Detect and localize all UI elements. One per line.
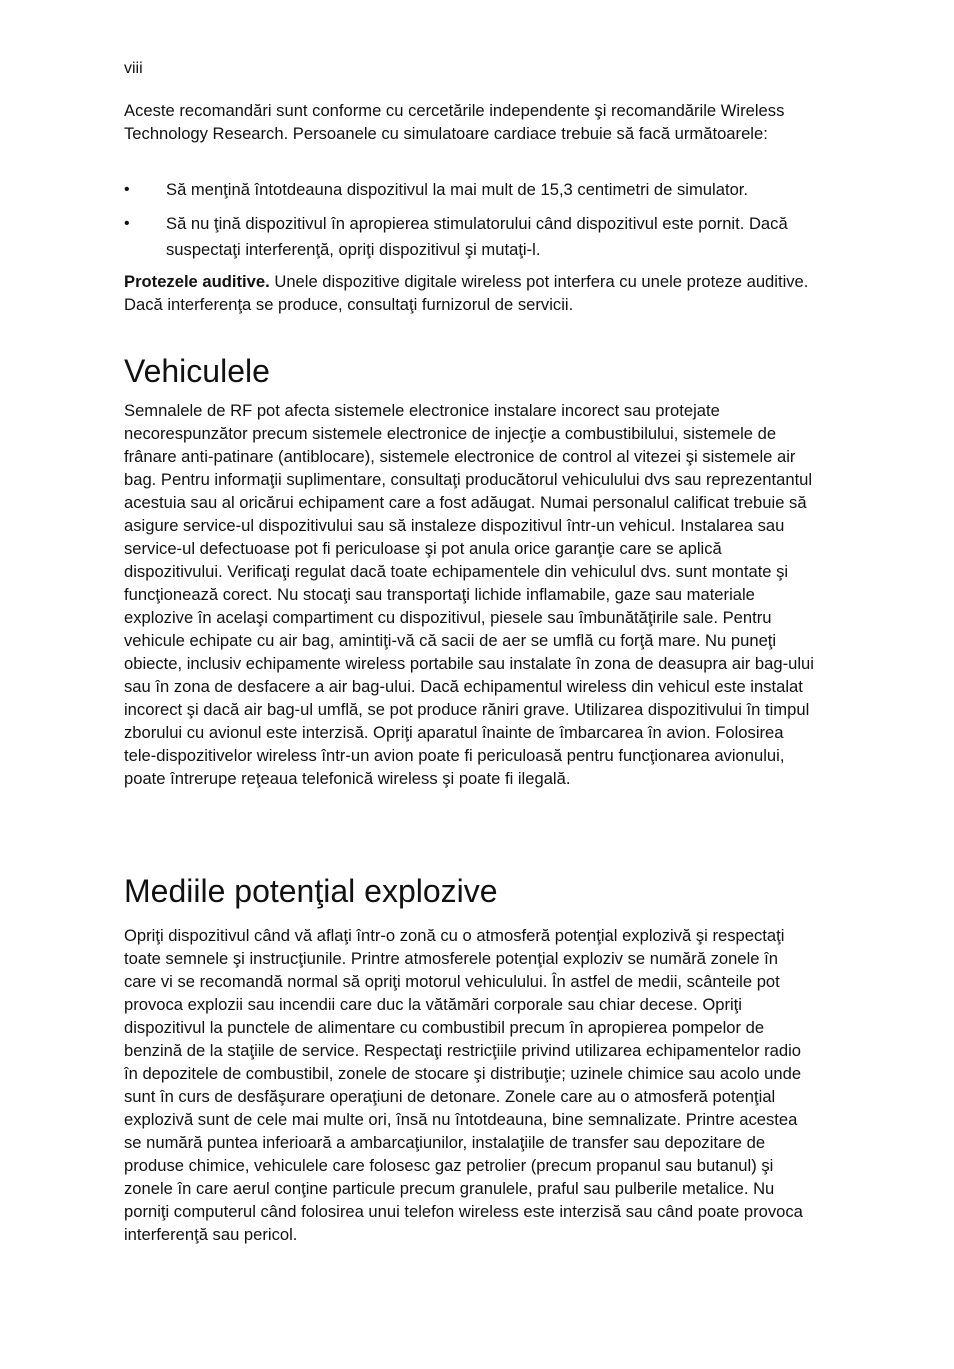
hearing-aids-paragraph xyxy=(124,270,814,316)
page-number: viii xyxy=(124,60,143,77)
explosive-paragraph: Opriţi dispozitivul când vă aflaţi într-o zonă cu o atmosferă potenţial explozivă şi respectaţi toate semnele şi instrucţiunile. Printre atmosferele potenţial exploziv se numără zonele în care vi se recomandă normal să opriţi motorul vehiculului. În astfel de medii, scânteile pot provoca explozii sau incendii care duc la vătămări corporale sau chiar decese. Opriţi dispozitivul la punctele de alimentare cu combustibil precum în apropierea pompelor de benzină de la staţiile de service. Respectaţi restricţiile privind utilizarea echipamentelor radio în depozitele de combustibil, zonele de stocare şi distribuţie; uzinele chimice sau acolo unde sunt în curs de desfăşurare operaţiuni de detonare. Zonele care au o atmosferă potenţial explozivă sunt de cele mai multe ori, însă nu întotdeauna, bine semnalizate. Printre acestea se numără puntea inferioară a ambarcaţiunilor, instalaţiile de transfer sau depozitare de produse chimice, vehiculele care folosesc gaz petrolier (precum propanul sau butanul) şi zonele în care aerul conţine particule precum granulele, praful sau pulberile metalice. Nu porniţi computerul când folosirea unui telefon wireless este interzisă sau când poate provoca interferenţă sau pericol. xyxy=(124,926,803,1244)
list-item-text: Să nu ţină dispozitivul în apropierea stimulatorului când dispozitivul este pornit. Dacă suspectaţi interferenţă, opriţi dispozitivul şi mutaţi-l. xyxy=(166,214,788,259)
intro-paragraph: Aceste recomandări sunt conforme cu cercetările independente şi recomandările Wireless Technology Research. Persoanele cu simulatoare cardiace trebuie să facă următoarele: xyxy=(124,101,785,143)
bullet-icon: • xyxy=(124,215,130,232)
section-title-vehicles: Vehiculele xyxy=(124,353,270,389)
list-item-text: Să menţină întotdeauna dispozitivul la mai mult de 15,3 centimetri de simulator. xyxy=(166,180,749,199)
list-item xyxy=(124,211,814,263)
section-title-explosive: Mediile potenţial explozive xyxy=(124,873,498,909)
list-item xyxy=(124,177,814,203)
vehicles-paragraph: Semnalele de RF pot afecta sistemele electronice instalare incorect sau protejate necorespunzător precum sistemele electronice de injecţie a combustibilului, sistemele de frânare anti-patinare (antiblocare), sistemele electronice de control al vitezei şi sistemele air bag. Pentru informaţii suplimentare, consultaţi producătorul vehiculului dvs sau reprezentantul acestuia sau al oricărui echipament care a fost adăugat. Numai personalul calificat trebuie să asigure service-ul dispozitivului sau să instaleze dispozitivul într-un vehicul. Instalarea sau service-ul defectuoase pot fi periculoase şi pot anula orice garanţie care se aplică dispozitivului. Verificaţi regulat dacă toate echipamentele din vehiculul dvs. sunt montate şi funcţionează corect. Nu stocaţi sau transportaţi lichide inflamabile, gaze sau materiale explozive în acelaşi compartiment cu dispozitivul, piesele sau îmbunătăţirile sale. Pentru vehicule echipate cu air bag, amintiţi-vă că sacii de aer se umflă cu forţă mare. Nu puneţi obiecte, inclusiv echipamente wireless portabile sau instalate în zona de deasupra air bag-ului sau în zona de desfacere a air bag-ului. Dacă echipamentul wireless din vehicul este instalat incorect şi dacă air bag-ul umflă, se pot produce răniri grave. Utilizarea dispozitivului în timpul zborului cu avionul este interzisă. Opriţi aparatul înainte de îmbarcarea în avion. Folosirea tele-dispozitivelor wireless într-un avion poate fi periculoasă pentru funcţionarea avionului, poate întrerupe reţeaua telefonică wireless şi poate fi ilegală. xyxy=(124,401,814,788)
hearing-aids-label: Protezele auditive. xyxy=(124,272,270,291)
hearing-aids-text: Unele dispozitive digitale wireless pot interfera cu unele proteze auditive. Dacă interferenţa se produce, consultaţi furnizorul de servicii. xyxy=(124,272,809,314)
bullet-icon: • xyxy=(124,181,130,198)
pacemaker-list xyxy=(124,177,814,271)
